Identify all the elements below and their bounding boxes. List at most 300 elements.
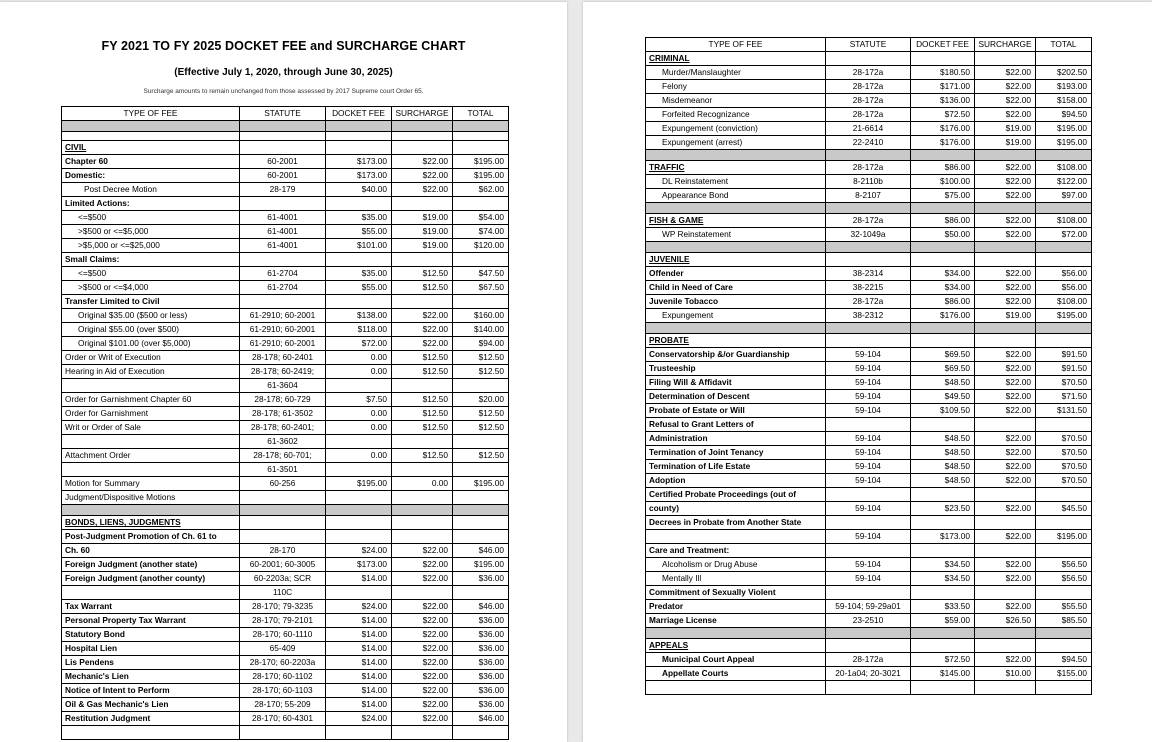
divider-cell — [62, 505, 240, 516]
table-row — [646, 572, 1092, 586]
total-cell — [1036, 488, 1092, 502]
surcharge-cell — [975, 544, 1036, 558]
statute-cell: 28-170; 60-1103 — [240, 684, 326, 698]
fee-type-cell: Alcoholism or Drug Abuse — [646, 558, 826, 572]
total-cell: $160.00 — [453, 309, 509, 323]
surcharge-cell: $22.00 — [975, 348, 1036, 362]
docket-fee-cell: $49.50 — [911, 390, 975, 404]
fee-type-cell: Statutory Bond — [62, 628, 240, 642]
divider-cell — [826, 242, 911, 253]
statute-cell: 59-104 — [826, 376, 911, 390]
fee-type-cell: Personal Property Tax Warrant — [62, 614, 240, 628]
statute-cell: 28-178; 60-729 — [240, 393, 326, 407]
surcharge-cell: $22.00 — [392, 155, 453, 169]
total-cell — [1036, 52, 1092, 66]
header-docket-fee: DOCKET FEE — [326, 107, 392, 121]
statute-cell: 65-409 — [240, 642, 326, 656]
table-row — [646, 488, 1092, 502]
fee-type-cell: Predator — [646, 600, 826, 614]
table-row — [62, 449, 509, 463]
fee-type-cell: Chapter 60 — [62, 155, 240, 169]
header-docket-fee: DOCKET FEE — [911, 38, 975, 52]
surcharge-cell — [392, 379, 453, 393]
total-cell: $108.00 — [1036, 214, 1092, 228]
fee-type-cell: <=$500 — [62, 267, 240, 281]
total-cell: $36.00 — [453, 670, 509, 684]
docket-fee-cell: $23.50 — [911, 502, 975, 516]
statute-cell: 38-2215 — [826, 281, 911, 295]
total-cell — [1036, 253, 1092, 267]
fee-type-cell: Adoption — [646, 474, 826, 488]
table-row — [646, 52, 1092, 66]
fee-type-cell: JUVENILE — [646, 253, 826, 267]
total-cell — [453, 379, 509, 393]
statute-cell: 61-2704 — [240, 281, 326, 295]
docket-fee-cell: 0.00 — [326, 365, 392, 379]
fee-type-cell: CIVIL — [62, 141, 240, 155]
fee-type-cell: TRAFFIC — [646, 161, 826, 175]
fee-type-cell: Restitution Judgment — [62, 712, 240, 726]
statute-cell: 59-104 — [826, 446, 911, 460]
docket-fee-cell: $118.00 — [326, 323, 392, 337]
fee-type-cell: Decrees in Probate from Another State — [646, 516, 826, 530]
surcharge-cell — [392, 491, 453, 505]
table-row — [646, 516, 1092, 530]
table-row — [646, 253, 1092, 267]
total-cell — [453, 726, 509, 740]
table-row — [62, 670, 509, 684]
statute-cell: 28-172a — [826, 80, 911, 94]
table-row — [646, 600, 1092, 614]
surcharge-cell — [975, 418, 1036, 432]
header-statute: STATUTE — [826, 38, 911, 52]
docket-fee-cell: $136.00 — [911, 94, 975, 108]
statute-cell: 61-4001 — [240, 239, 326, 253]
fee-table-right — [645, 37, 1092, 695]
surcharge-cell: $10.00 — [975, 667, 1036, 681]
divider-cell — [453, 121, 509, 132]
total-cell: $46.00 — [453, 544, 509, 558]
total-cell: $47.50 — [453, 267, 509, 281]
statute-cell: 23-2510 — [826, 614, 911, 628]
surcharge-cell: $22.00 — [392, 544, 453, 558]
docket-fee-cell: $86.00 — [911, 214, 975, 228]
surcharge-cell: $12.50 — [392, 421, 453, 435]
total-cell: $12.50 — [453, 407, 509, 421]
surcharge-cell: $22.00 — [975, 572, 1036, 586]
statute-cell: 28-178; 60-2419; — [240, 365, 326, 379]
table-row — [646, 309, 1092, 323]
table-row — [62, 141, 509, 155]
table-row — [62, 642, 509, 656]
total-cell: $70.50 — [1036, 460, 1092, 474]
total-cell: $94.00 — [453, 337, 509, 351]
fee-type-cell: Certified Probate Proceedings (out of — [646, 488, 826, 502]
surcharge-cell: $22.00 — [975, 94, 1036, 108]
statute-cell: 28-170; 60-4301 — [240, 712, 326, 726]
surcharge-cell: $22.00 — [392, 572, 453, 586]
surcharge-cell: $22.00 — [392, 309, 453, 323]
divider-cell — [1036, 628, 1092, 639]
fee-type-cell: Writ or Order of Sale — [62, 421, 240, 435]
table-row — [62, 477, 509, 491]
docket-fee-cell: 0.00 — [326, 421, 392, 435]
surcharge-cell — [975, 334, 1036, 348]
fee-type-cell: Trusteeship — [646, 362, 826, 376]
statute-cell: 8-2110b — [826, 175, 911, 189]
docket-fee-cell: $100.00 — [911, 175, 975, 189]
table-row — [646, 136, 1092, 150]
docket-fee-cell: $173.00 — [326, 155, 392, 169]
statute-cell — [826, 488, 911, 502]
fee-type-cell: Hearing in Aid of Execution — [62, 365, 240, 379]
statute-cell — [826, 52, 911, 66]
fee-type-cell: Original $35.00 ($500 or less) — [62, 309, 240, 323]
docket-fee-cell: $14.00 — [326, 628, 392, 642]
docket-fee-cell — [326, 197, 392, 211]
surcharge-cell: $22.00 — [975, 108, 1036, 122]
statute-cell: 59-104; 59-29a01 — [826, 600, 911, 614]
fee-type-cell: Expungement — [646, 309, 826, 323]
fee-type-cell: Forfeited Recognizance — [646, 108, 826, 122]
table-row — [62, 365, 509, 379]
statute-cell: 28-179 — [240, 183, 326, 197]
total-cell: $91.50 — [1036, 362, 1092, 376]
statute-cell — [826, 418, 911, 432]
docket-fee-cell: $72.00 — [326, 337, 392, 351]
table-row — [62, 155, 509, 169]
docket-fee-cell: 0.00 — [326, 407, 392, 421]
docket-fee-cell: $35.00 — [326, 211, 392, 225]
surcharge-cell: $22.00 — [975, 228, 1036, 242]
total-cell — [453, 295, 509, 309]
statute-cell: 20-1a04; 20-3021 — [826, 667, 911, 681]
table-header-row — [646, 38, 1092, 52]
section-divider-row — [646, 242, 1092, 253]
divider-cell — [326, 121, 392, 132]
docket-fee-cell: $69.50 — [911, 348, 975, 362]
surcharge-cell: $26.50 — [975, 614, 1036, 628]
fee-type-cell: Small Claims: — [62, 253, 240, 267]
statute-cell — [240, 491, 326, 505]
docket-fee-cell: $34.00 — [911, 281, 975, 295]
fee-type-cell: Felony — [646, 80, 826, 94]
surcharge-cell — [392, 530, 453, 544]
statute-cell: 28-170; 79-2101 — [240, 614, 326, 628]
total-cell: $195.00 — [1036, 122, 1092, 136]
surcharge-cell: $22.00 — [975, 460, 1036, 474]
total-cell: $36.00 — [453, 698, 509, 712]
surcharge-cell: $22.00 — [975, 376, 1036, 390]
docket-fee-cell: $14.00 — [326, 614, 392, 628]
surcharge-cell — [392, 253, 453, 267]
divider-cell — [975, 242, 1036, 253]
divider-cell — [646, 628, 826, 639]
statute-cell: 59-104 — [826, 502, 911, 516]
surcharge-cell: $22.00 — [975, 530, 1036, 544]
surcharge-cell: $22.00 — [975, 66, 1036, 80]
header-surcharge: SURCHARGE — [975, 38, 1036, 52]
surcharge-cell: $22.00 — [392, 712, 453, 726]
table-row — [62, 421, 509, 435]
total-cell: $195.00 — [1036, 530, 1092, 544]
table-row — [646, 161, 1092, 175]
docket-fee-cell: $34.50 — [911, 572, 975, 586]
table-row — [62, 351, 509, 365]
statute-cell: 59-104 — [826, 348, 911, 362]
statute-cell: 60-2001; 60-3005 — [240, 558, 326, 572]
total-cell: $120.00 — [453, 239, 509, 253]
total-cell: $54.00 — [453, 211, 509, 225]
fee-type-cell: Post-Judgment Promotion of Ch. 61 to — [62, 530, 240, 544]
docket-fee-cell: $86.00 — [911, 295, 975, 309]
statute-cell — [826, 544, 911, 558]
docket-fee-cell: $34.50 — [911, 558, 975, 572]
docket-fee-cell: $48.50 — [911, 432, 975, 446]
docket-fee-cell — [326, 491, 392, 505]
surcharge-cell: $22.00 — [392, 698, 453, 712]
statute-cell: 61-3501 — [240, 463, 326, 477]
fee-type-cell: Expungement (conviction) — [646, 122, 826, 136]
surcharge-cell: $22.00 — [975, 80, 1036, 94]
fee-type-cell: Probate of Estate or Will — [646, 404, 826, 418]
table-row — [62, 379, 509, 393]
total-cell: $36.00 — [453, 642, 509, 656]
docket-fee-cell: $50.00 — [911, 228, 975, 242]
docket-fee-cell — [911, 253, 975, 267]
docket-fee-cell — [326, 726, 392, 740]
surcharge-cell — [975, 586, 1036, 600]
total-cell — [453, 253, 509, 267]
docket-fee-cell: $24.00 — [326, 600, 392, 614]
statute-cell — [826, 253, 911, 267]
table-row — [62, 572, 509, 586]
statute-cell: 28-172a — [826, 66, 911, 80]
docket-fee-cell: $24.00 — [326, 712, 392, 726]
total-cell: $45.50 — [1036, 502, 1092, 516]
fee-type-cell: APPEALS — [646, 639, 826, 653]
total-cell: $36.00 — [453, 614, 509, 628]
statute-cell: 59-104 — [826, 432, 911, 446]
table-row — [646, 267, 1092, 281]
surcharge-cell: $22.00 — [975, 558, 1036, 572]
total-cell: $71.50 — [1036, 390, 1092, 404]
total-cell: $140.00 — [453, 323, 509, 337]
statute-cell: 61-4001 — [240, 225, 326, 239]
table-row — [62, 712, 509, 726]
total-cell — [453, 491, 509, 505]
statute-cell: 110C — [240, 586, 326, 600]
surcharge-cell: $22.00 — [392, 183, 453, 197]
docket-fee-cell — [911, 681, 975, 695]
table-row — [62, 586, 509, 600]
fee-type-cell — [62, 379, 240, 393]
surcharge-cell: $12.50 — [392, 267, 453, 281]
total-cell: $36.00 — [453, 628, 509, 642]
divider-cell — [826, 150, 911, 161]
fee-type-cell: PROBATE — [646, 334, 826, 348]
statute-cell: 22-2410 — [826, 136, 911, 150]
docket-fee-cell — [911, 488, 975, 502]
fee-type-cell: Child in Need of Care — [646, 281, 826, 295]
table-row — [62, 435, 509, 449]
statute-cell: 60-2001 — [240, 155, 326, 169]
surcharge-cell: $22.00 — [392, 614, 453, 628]
total-cell — [1036, 681, 1092, 695]
docket-fee-cell: $101.00 — [326, 239, 392, 253]
surcharge-cell: $19.00 — [392, 211, 453, 225]
document-page-left — [0, 2, 567, 742]
docket-fee-cell: $176.00 — [911, 136, 975, 150]
fee-rows-right — [646, 52, 1092, 695]
section-divider-row — [646, 203, 1092, 214]
divider-cell — [646, 323, 826, 334]
divider-cell — [62, 121, 240, 132]
statute-cell: 8-2107 — [826, 189, 911, 203]
total-cell: $97.00 — [1036, 189, 1092, 203]
surcharge-cell: $12.50 — [392, 407, 453, 421]
surcharge-cell: $22.00 — [392, 558, 453, 572]
docket-fee-cell: $138.00 — [326, 309, 392, 323]
table-row — [62, 295, 509, 309]
surcharge-cell: $22.00 — [392, 684, 453, 698]
table-header-row — [62, 107, 509, 121]
surcharge-cell: $22.00 — [975, 175, 1036, 189]
surcharge-cell: $22.00 — [975, 295, 1036, 309]
fee-type-cell: Expungement (arrest) — [646, 136, 826, 150]
table-row — [646, 544, 1092, 558]
docket-fee-cell — [911, 544, 975, 558]
table-row — [646, 94, 1092, 108]
docket-fee-cell: $14.00 — [326, 656, 392, 670]
total-cell: $36.00 — [453, 684, 509, 698]
surcharge-cell — [975, 639, 1036, 653]
divider-cell — [911, 628, 975, 639]
statute-cell: 59-104 — [826, 474, 911, 488]
docket-fee-cell: $35.00 — [326, 267, 392, 281]
statute-cell — [240, 197, 326, 211]
surcharge-cell: $12.50 — [392, 449, 453, 463]
surcharge-cell: $22.00 — [392, 642, 453, 656]
statute-cell — [826, 639, 911, 653]
docket-fee-cell: $69.50 — [911, 362, 975, 376]
docket-fee-cell: $14.00 — [326, 670, 392, 684]
table-row — [646, 334, 1092, 348]
table-row — [62, 239, 509, 253]
divider-cell — [326, 132, 392, 141]
statute-cell: 60-2203a; SCR — [240, 572, 326, 586]
docket-fee-cell — [326, 379, 392, 393]
fee-type-cell — [646, 681, 826, 695]
total-cell: $195.00 — [1036, 309, 1092, 323]
total-cell — [453, 197, 509, 211]
total-cell: $122.00 — [1036, 175, 1092, 189]
table-row — [646, 66, 1092, 80]
docket-fee-cell — [326, 586, 392, 600]
total-cell: $91.50 — [1036, 348, 1092, 362]
fee-type-cell: Ch. 60 — [62, 544, 240, 558]
statute-cell — [240, 295, 326, 309]
total-cell: $56.00 — [1036, 267, 1092, 281]
divider-cell — [826, 628, 911, 639]
total-cell: $55.50 — [1036, 600, 1092, 614]
docket-fee-cell: $145.00 — [911, 667, 975, 681]
docket-fee-cell: $14.00 — [326, 642, 392, 656]
table-row — [62, 530, 509, 544]
total-cell — [1036, 516, 1092, 530]
docket-fee-cell: $72.50 — [911, 653, 975, 667]
total-cell — [453, 463, 509, 477]
docket-fee-cell — [326, 463, 392, 477]
docket-fee-cell: $24.00 — [326, 544, 392, 558]
surcharge-cell: $19.00 — [392, 239, 453, 253]
fee-type-cell: Appearance Bond — [646, 189, 826, 203]
statute-cell: 28-178; 61-3502 — [240, 407, 326, 421]
docket-fee-cell: $173.00 — [326, 558, 392, 572]
total-cell: $195.00 — [453, 477, 509, 491]
fee-type-cell: Order for Garnishment — [62, 407, 240, 421]
total-cell: $70.50 — [1036, 432, 1092, 446]
fee-type-cell: Original $55.00 (over $500) — [62, 323, 240, 337]
fee-type-cell: Judgment/Dispositive Motions — [62, 491, 240, 505]
surcharge-cell: $19.00 — [975, 136, 1036, 150]
statute-cell: 28-170; 79-3235 — [240, 600, 326, 614]
statute-cell: 28-170; 55-209 — [240, 698, 326, 712]
surcharge-cell: $22.00 — [975, 189, 1036, 203]
table-row — [62, 558, 509, 572]
docket-fee-cell: $176.00 — [911, 309, 975, 323]
fee-type-cell: Order for Garnishment Chapter 60 — [62, 393, 240, 407]
table-row — [62, 183, 509, 197]
total-cell: $56.00 — [1036, 281, 1092, 295]
docket-fee-cell: $14.00 — [326, 572, 392, 586]
table-row — [62, 169, 509, 183]
divider-cell — [646, 150, 826, 161]
docket-fee-cell — [326, 435, 392, 449]
table-row — [646, 681, 1092, 695]
table-row — [62, 211, 509, 225]
surcharge-cell: $22.00 — [975, 600, 1036, 614]
spacer-row — [62, 132, 509, 141]
surcharge-cell: $22.00 — [975, 474, 1036, 488]
fee-type-cell: Attachment Order — [62, 449, 240, 463]
docket-fee-cell: $72.50 — [911, 108, 975, 122]
surcharge-cell — [392, 463, 453, 477]
divider-cell — [453, 505, 509, 516]
total-cell: $20.00 — [453, 393, 509, 407]
surcharge-cell: $22.00 — [975, 161, 1036, 175]
table-row — [646, 667, 1092, 681]
surcharge-cell — [975, 516, 1036, 530]
surcharge-cell: $22.00 — [392, 600, 453, 614]
statute-cell: 61-2910; 60-2001 — [240, 323, 326, 337]
fee-type-cell: Lis Pendens — [62, 656, 240, 670]
total-cell: $12.50 — [453, 351, 509, 365]
total-cell — [1036, 334, 1092, 348]
statute-cell: 28-178; 60-2401; — [240, 421, 326, 435]
table-row — [62, 463, 509, 477]
surcharge-cell — [392, 516, 453, 530]
table-row — [62, 267, 509, 281]
table-row — [646, 614, 1092, 628]
docket-fee-cell: $48.50 — [911, 446, 975, 460]
fee-type-cell: <=$500 — [62, 211, 240, 225]
table-row — [62, 197, 509, 211]
surcharge-cell: $19.00 — [392, 225, 453, 239]
statute-cell: 38-2312 — [826, 309, 911, 323]
surcharge-cell: $22.00 — [392, 656, 453, 670]
divider-cell — [392, 121, 453, 132]
